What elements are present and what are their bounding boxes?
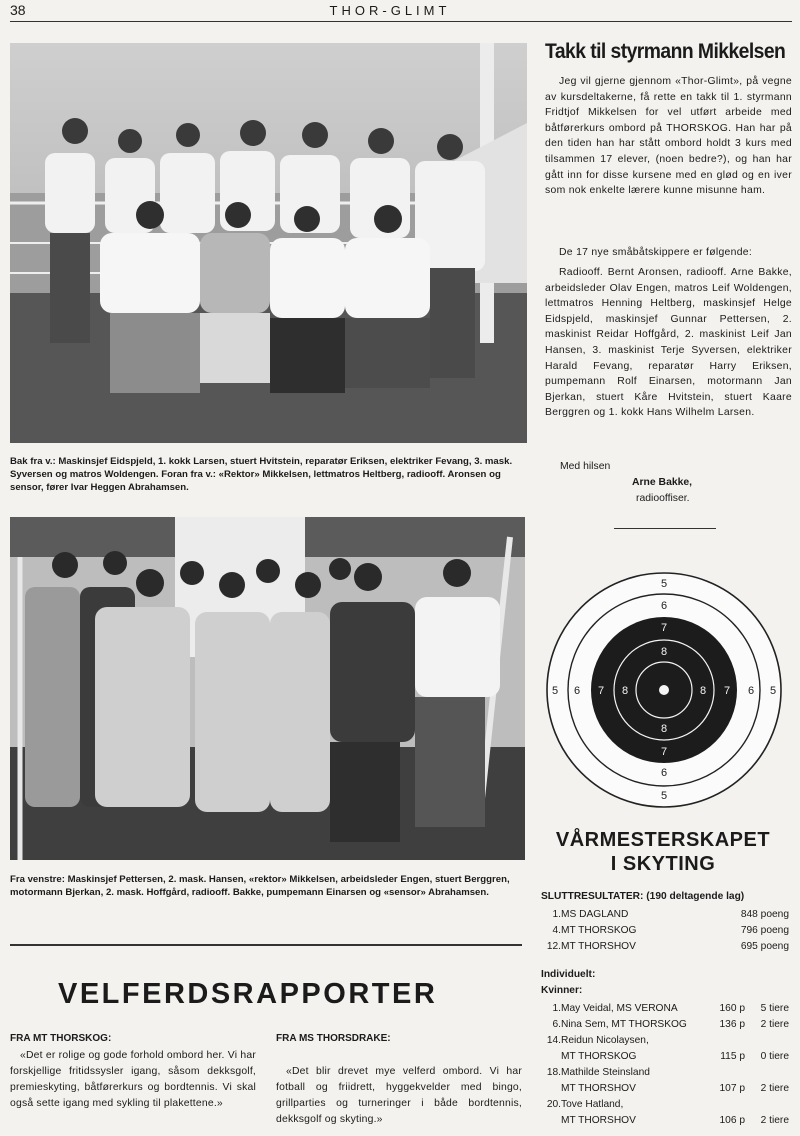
target-ring-5-right: 5 xyxy=(769,685,777,697)
result-score: 796 poeng xyxy=(740,925,789,936)
target-ring-8-left: 8 xyxy=(621,685,629,697)
target-ring-6-right: 6 xyxy=(747,685,755,697)
result-tens: 5 tiere xyxy=(760,1003,789,1014)
table-row xyxy=(541,1097,791,1113)
table-row xyxy=(541,1001,791,1017)
result-name: Tove Hatland, xyxy=(561,1099,624,1110)
result-name: Reidun Nicolaysen, xyxy=(561,1035,649,1046)
championship-headline xyxy=(538,828,788,876)
article-headline: Takk til styrmann Mikkelsen xyxy=(545,40,786,63)
table-row xyxy=(541,1017,791,1033)
article-paragraph: De 17 nye småbåtskippere er følgende: xyxy=(559,247,753,258)
header-rule xyxy=(10,21,792,22)
signature-name: Arne Bakke, xyxy=(632,477,693,488)
result-points: 107 p xyxy=(719,1083,745,1094)
section-rule xyxy=(10,944,522,946)
crew-photo-top xyxy=(10,43,527,443)
result-name: Mathilde Steinsland xyxy=(561,1067,650,1078)
result-team: MS DAGLAND xyxy=(561,909,629,920)
article-paragraph: Jeg vil gjerne gjennom «Thor-Glimt», på vegne av kursdeltakerne, få rette en takk til 1. styrmann Fridtjof Mikkelsen for vel utført arbeide med båtførerkurs ombord på THORSKOG. Han har på den tiden han har stått ombord holdt 3 kurs med tilsammen 17 elever, (noen bedre?), og han har gått inn for disse kursene med en glød og en iver som nok enkelte lærere kunne misunne ham. xyxy=(545,76,792,197)
result-score: 695 poeng xyxy=(740,941,789,952)
individual-heading: Individuelt: xyxy=(541,969,596,980)
result-place: 14. xyxy=(546,1035,561,1046)
result-tens: 0 tiere xyxy=(760,1051,789,1062)
target-ring-6-left: 6 xyxy=(573,685,581,697)
result-tens: 2 tiere xyxy=(760,1019,789,1030)
target-ring-8-top: 8 xyxy=(660,646,668,658)
women-heading: Kvinner: xyxy=(541,985,583,996)
table-row xyxy=(541,1049,791,1065)
result-place: 6. xyxy=(552,1019,561,1030)
individual-results-table xyxy=(541,1001,791,1129)
result-place: 1. xyxy=(552,909,561,920)
result-name: MT THORSKOG xyxy=(561,1051,637,1062)
table-row xyxy=(541,939,791,955)
result-points: 160 p xyxy=(719,1003,745,1014)
running-title: THOR-GLIMT xyxy=(329,3,451,18)
result-name: May Veidal, MS VERONA xyxy=(561,1003,678,1014)
result-name: MT THORSHOV xyxy=(561,1115,636,1126)
result-place: 18. xyxy=(546,1067,561,1078)
target-ring-8-right: 8 xyxy=(699,685,707,697)
result-name: Nina Sem, MT THORSKOG xyxy=(561,1019,687,1030)
target-ring-7-left: 7 xyxy=(597,685,605,697)
table-row xyxy=(541,907,791,923)
target-ring-7-top: 7 xyxy=(660,622,668,634)
target-ring-6-top: 6 xyxy=(660,600,668,612)
result-points: 136 p xyxy=(719,1019,745,1030)
target-ring-7-right: 7 xyxy=(723,685,731,697)
target-ring-8-bottom: 8 xyxy=(660,723,668,735)
target-ring-6-bottom: 6 xyxy=(660,767,668,779)
table-row xyxy=(541,1065,791,1081)
target-ring-5-top: 5 xyxy=(660,578,668,590)
result-place: 4. xyxy=(552,925,561,936)
divider xyxy=(614,528,716,529)
column-text-thorsdrake: «Det blir drevet mye velferd ombord. Vi har fotball og friidrett, hyggekvelder med bingo, grillparties og turneringer i både bordtennis, dekksgolf og skyting.» xyxy=(276,1066,522,1125)
target-ring-7-bottom: 7 xyxy=(660,746,668,758)
result-points: 115 p xyxy=(720,1051,745,1062)
crew-photo-bottom xyxy=(10,517,525,860)
result-place: 20. xyxy=(546,1099,561,1110)
result-name: MT THORSHOV xyxy=(561,1083,636,1094)
welfare-headline: VELFERDSRAPPORTER xyxy=(58,978,438,1010)
result-team: MT THORSKOG xyxy=(561,925,637,936)
signature-title: radiooffiser. xyxy=(636,493,690,504)
result-place: 1. xyxy=(552,1003,561,1014)
column-heading-thorskog: FRA MT THORSKOG: xyxy=(10,1033,112,1044)
article-paragraph: Radiooff. Bernt Aronsen, radiooff. Arne Bakke, arbeidsleder Olav Engen, matros Leif Woldengen, lettmatros Henning Heltberg, maskinsjef Helge Eidspjeld, maskinsjef Gunnar Pettersen, 2. maskinist Reidar Hoffgård, 2. maskinist Leif Jan Hansen, 3. maskinist Terje Syversen, elektriker Harald Fevang, reparatør Harry Eriksen, pumpemann Rolf Einarsen, motormann Jan Bjerkan, stuert Kåre Hvitstein, stuert Kaare Berggren og 1. kokk Hans Wilhelm Larsen. xyxy=(545,267,792,419)
results-heading: SLUTTRESULTATER: (190 deltagende lag) xyxy=(541,891,745,902)
result-tens: 2 tiere xyxy=(760,1083,789,1094)
result-team: MT THORSHOV xyxy=(561,941,636,952)
result-place: 12. xyxy=(546,941,561,952)
championship-headline-line2: I SKYTING xyxy=(610,853,716,875)
championship-headline-line1: VÅRMESTERSKAPET xyxy=(555,829,771,851)
photo-caption-top: Bak fra v.: Maskinsjef Eidspjeld, 1. kokk Larsen, stuert Hvitstein, reparatør Eriksen, elektriker Fevang, 3. mask. Syversen og matros Woldengen. Foran fra v.: «Rektor» Mikkelsen, lettmatros Heltberg, radiooff. Aronsen og sensor, fører Ivar Heggen Abrahamsen. xyxy=(10,456,513,493)
result-points: 106 p xyxy=(719,1115,745,1126)
column-heading-thorsdrake: FRA MS THORSDRAKE: xyxy=(276,1033,391,1044)
shooting-target-icon xyxy=(545,571,783,809)
page-number: 38 xyxy=(10,2,26,18)
table-row xyxy=(541,923,791,939)
table-row xyxy=(541,1113,791,1129)
team-results-table xyxy=(541,907,791,955)
photo-caption-bottom: Fra venstre: Maskinsjef Pettersen, 2. mask. Hansen, «rektor» Mikkelsen, arbeidsleder Engen, stuert Berggren, motormann Bjerkan, 2. mask. Hoffgård, radiooff. Bakke, pumpemann Einarsen og «sensor» Abrahamsen. xyxy=(10,874,510,898)
table-row xyxy=(541,1033,791,1049)
target-ring-5-bottom: 5 xyxy=(660,790,668,802)
table-row xyxy=(541,1081,791,1097)
result-tens: 2 tiere xyxy=(760,1115,789,1126)
column-text-thorskog: «Det er rolige og gode forhold ombord her. Vi har forskjellige fritidssysler igang, såsom dekksgolf, premieskyting, båtførerkurs og bordtennis. Vi skal også sette igang med sykling til plakettene.» xyxy=(10,1050,256,1109)
greeting: Med hilsen xyxy=(560,461,611,472)
result-score: 848 poeng xyxy=(740,909,789,920)
target-ring-5-left: 5 xyxy=(551,685,559,697)
